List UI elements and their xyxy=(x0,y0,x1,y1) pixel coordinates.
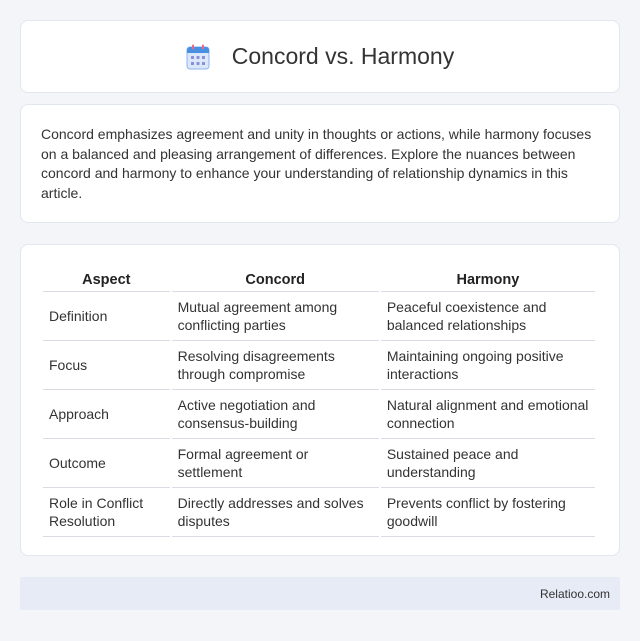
cell-harmony: Peaceful coexistence and balanced relationships xyxy=(381,292,595,341)
cell-harmony: Natural alignment and emotional connection xyxy=(381,390,595,439)
footer-bar xyxy=(20,577,620,610)
cell-concord: Resolving disagreements through compromise xyxy=(172,341,379,390)
cell-concord: Formal agreement or settlement xyxy=(172,439,379,488)
table-row xyxy=(43,390,595,439)
table-row xyxy=(43,439,595,488)
table-header-row xyxy=(43,267,595,292)
cell-concord: Directly addresses and solves disputes xyxy=(172,488,379,537)
comparison-card xyxy=(20,244,620,556)
title-wrap xyxy=(186,43,454,70)
cell-harmony: Sustained peace and understanding xyxy=(381,439,595,488)
header-aspect: Aspect xyxy=(43,267,170,292)
cell-aspect: Focus xyxy=(43,341,170,390)
calendar-icon xyxy=(186,44,210,70)
intro-text: Concord emphasizes agreement and unity in thoughts or actions, while harmony focuses on a balanced and pleasing arrangement of differences. Explore the nuances between concord and harmony to enhance your understanding of relationship dynamics in this article. xyxy=(41,126,592,201)
table-row xyxy=(43,292,595,341)
cell-aspect: Definition xyxy=(43,292,170,341)
header-harmony: Harmony xyxy=(381,267,595,292)
page-title: Concord vs. Harmony xyxy=(231,43,455,69)
table-row xyxy=(43,488,595,537)
cell-harmony: Maintaining ongoing positive interactions xyxy=(381,341,595,390)
cell-aspect: Outcome xyxy=(43,439,170,488)
intro-card xyxy=(20,104,620,223)
header-card xyxy=(20,20,620,93)
table-row xyxy=(43,341,595,390)
footer-brand-link[interactable]: Relatioo.com xyxy=(539,586,610,601)
cell-aspect: Role in Conflict Resolution xyxy=(43,488,170,537)
header-concord: Concord xyxy=(172,267,379,292)
cell-concord: Mutual agreement among conflicting parties xyxy=(172,292,379,341)
cell-concord: Active negotiation and consensus-building xyxy=(172,390,379,439)
comparison-table xyxy=(41,267,597,537)
cell-aspect: Approach xyxy=(43,390,170,439)
cell-harmony: Prevents conflict by fostering goodwill xyxy=(381,488,595,537)
